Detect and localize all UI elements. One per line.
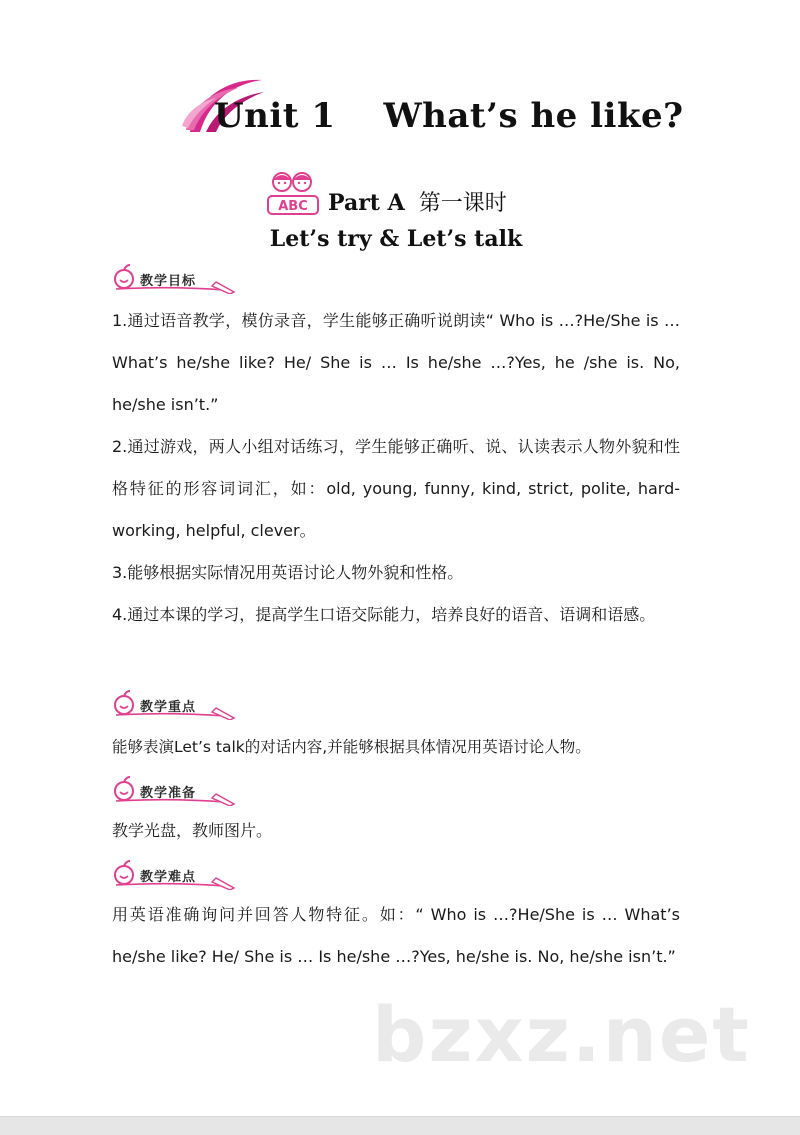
section-heading-preparation: 教学准备 xyxy=(112,774,242,806)
objective-2: 2.通过游戏，两人小组对话练习，学生能够正确听、说、认读表示人物外貌和性格特征的形容词词汇，如：old, young, funny, kind, strict, polite, hard-working, helpful, clever。 xyxy=(112,437,680,540)
lesson-number-cn: 第一课时 xyxy=(418,191,507,216)
difficulties-text: 用英语准确询问并回答人物特征。如：“ Who is …?He/She is … What’s he/she like? He/ She is … Is he/she …?Yes, he/she is. No, he/she isn’t.” xyxy=(112,905,680,966)
svg-text:ABC: ABC xyxy=(278,199,308,214)
section-heading-objectives: 教学目标 xyxy=(112,262,242,294)
key-points-text: 能够表演Let’s talk的对话内容,并能够根据具体情况用英语讨论人物。 xyxy=(112,738,591,756)
objective-3: 3.能够根据实际情况用英语讨论人物外貌和性格。 xyxy=(112,563,464,582)
section-heading-difficulties: 教学难点 xyxy=(112,858,242,890)
preparation-text: 教学光盘，教师图片。 xyxy=(112,821,273,840)
unit-question: What’s he like? xyxy=(383,96,684,136)
watermark: bzxz.net xyxy=(372,990,751,1079)
page-bottom-bar xyxy=(0,1116,800,1135)
abc-kids-icon xyxy=(262,168,324,218)
section-heading-key-points: 教学重点 xyxy=(112,688,242,720)
objective-4: 4.通过本课的学习，提高学生口语交际能力，培养良好的语音、语调和语感。 xyxy=(112,605,656,624)
unit-title xyxy=(214,96,684,136)
part-label: Part A xyxy=(328,190,405,216)
part-heading xyxy=(328,186,507,217)
lesson-title: Let’s try & Let’s talk xyxy=(269,226,523,252)
objective-1: 1.通过语音教学，模仿录音，学生能够正确听说朗读“ Who is …?He/She is …What’s he/she like? He/ She is … Is he/she …?Yes, he /she is. No, he/she isn’t.” xyxy=(112,311,680,414)
unit-number: Unit 1 xyxy=(214,96,336,136)
